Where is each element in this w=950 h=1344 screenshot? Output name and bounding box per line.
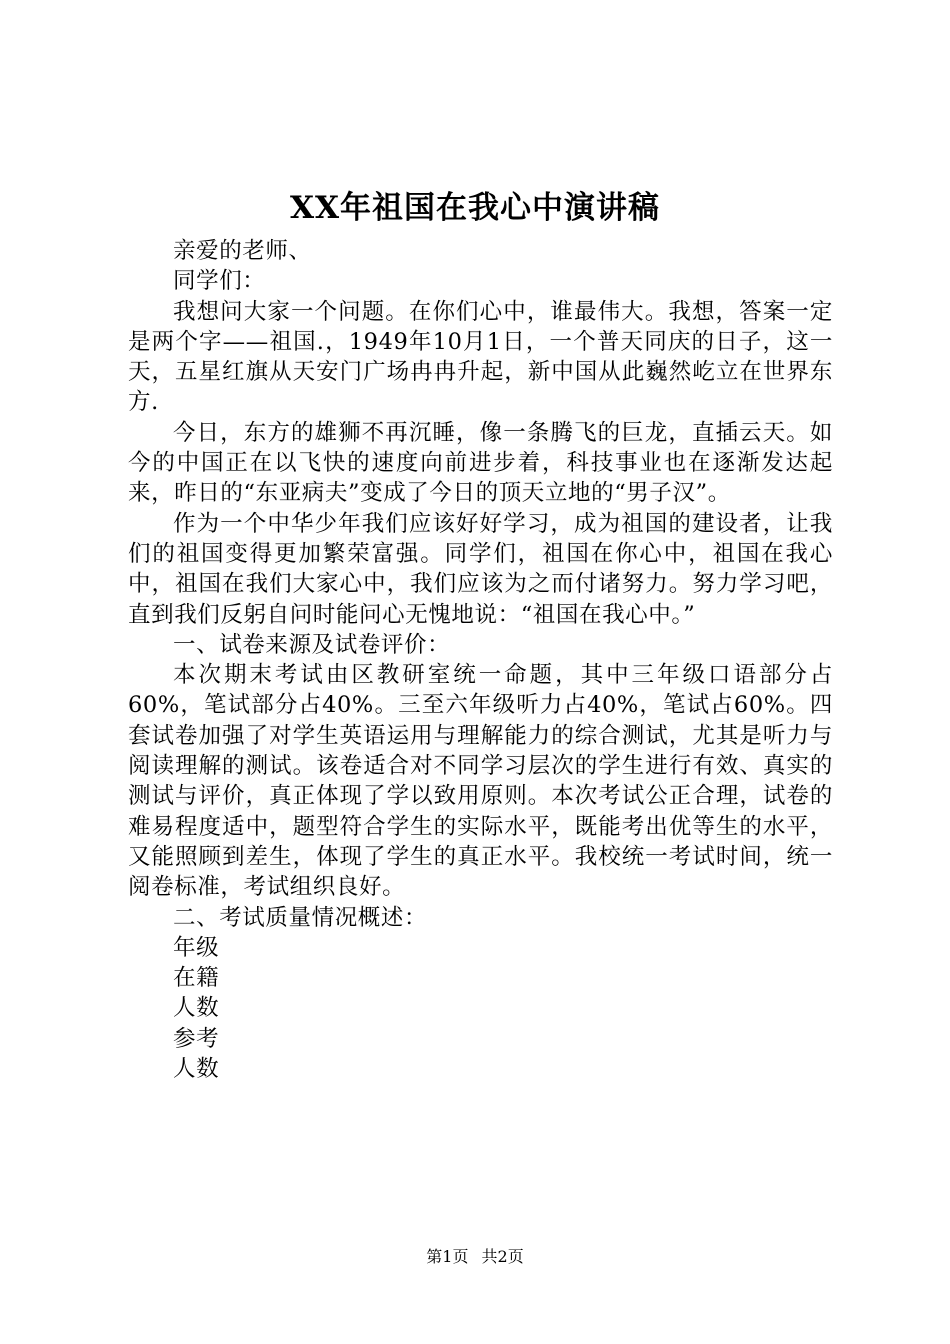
page-total: 共2页 [481,1247,524,1266]
page-number: 第1页 [426,1247,469,1266]
page-footer [0,1246,950,1268]
table-cell-line: 在籍 [173,965,220,992]
table-cell-line: 人数 [173,995,220,1022]
document-body [128,236,833,1084]
body-paragraph: 今日，东方的雄狮不再沉睡，像一条腾飞的巨龙，直插云天。如今的中国正在以飞快的速度向前进步着，科技事业也在逐渐发达起来，昨日的“东亚病夫”变成了今日的顶天立地的“男子汉”。 [128,419,833,507]
section-heading: 二、考试质量情况概述： [173,904,428,931]
salutation-line: 同学们： [173,268,266,295]
section-heading: 一、试卷来源及试卷评价： [173,631,451,658]
body-paragraph: 我想问大家一个问题。在你们心中，谁最伟大。我想，答案一定是两个字——祖国.，1949年10月1日，一个普天同庆的日子，这一天，五星红旗从天安门广场冉冉升起，新中国从此巍然屹立在世界东方. [128,298,833,416]
document-title: XX年祖国在我心中演讲稿 [289,190,661,226]
salutation-line: 亲爱的老师、 [173,238,312,264]
table-cell-line: 年级 [173,934,220,961]
table-cell-line: 人数 [173,1056,220,1083]
table-cell-line: 参考 [173,1025,220,1052]
body-paragraph: 本次期末考试由区教研室统一命题，其中三年级口语部分占60%，笔试部分占40%。三至六年级听力占40%，笔试占60%。四套试卷加强了对学生英语运用与理解能力的综合测试，尤其是听力与阅读理解的测试。该卷适合对不同学习层次的学生进行有效、真实的测试与评价，真正体现了学以致用原则。本次考试公正合理，试卷的难易程度适中，题型符合学生的实际水平，既能考出优等生的水平，又能照顾到差生，体现了学生的真正水平。我校统一考试时间，统一阅卷标准，考试组织良好。 [128,662,833,901]
body-paragraph: 作为一个中华少年我们应该好好学习，成为祖国的建设者，让我们的祖国变得更加繁荣富强。同学们，祖国在你心中，祖国在我心中，祖国在我们大家心中，我们应该为之而付诸努力。努力学习吧，直到我们反躬自问时能问心无愧地说：“祖国在我心中。” [128,510,833,628]
